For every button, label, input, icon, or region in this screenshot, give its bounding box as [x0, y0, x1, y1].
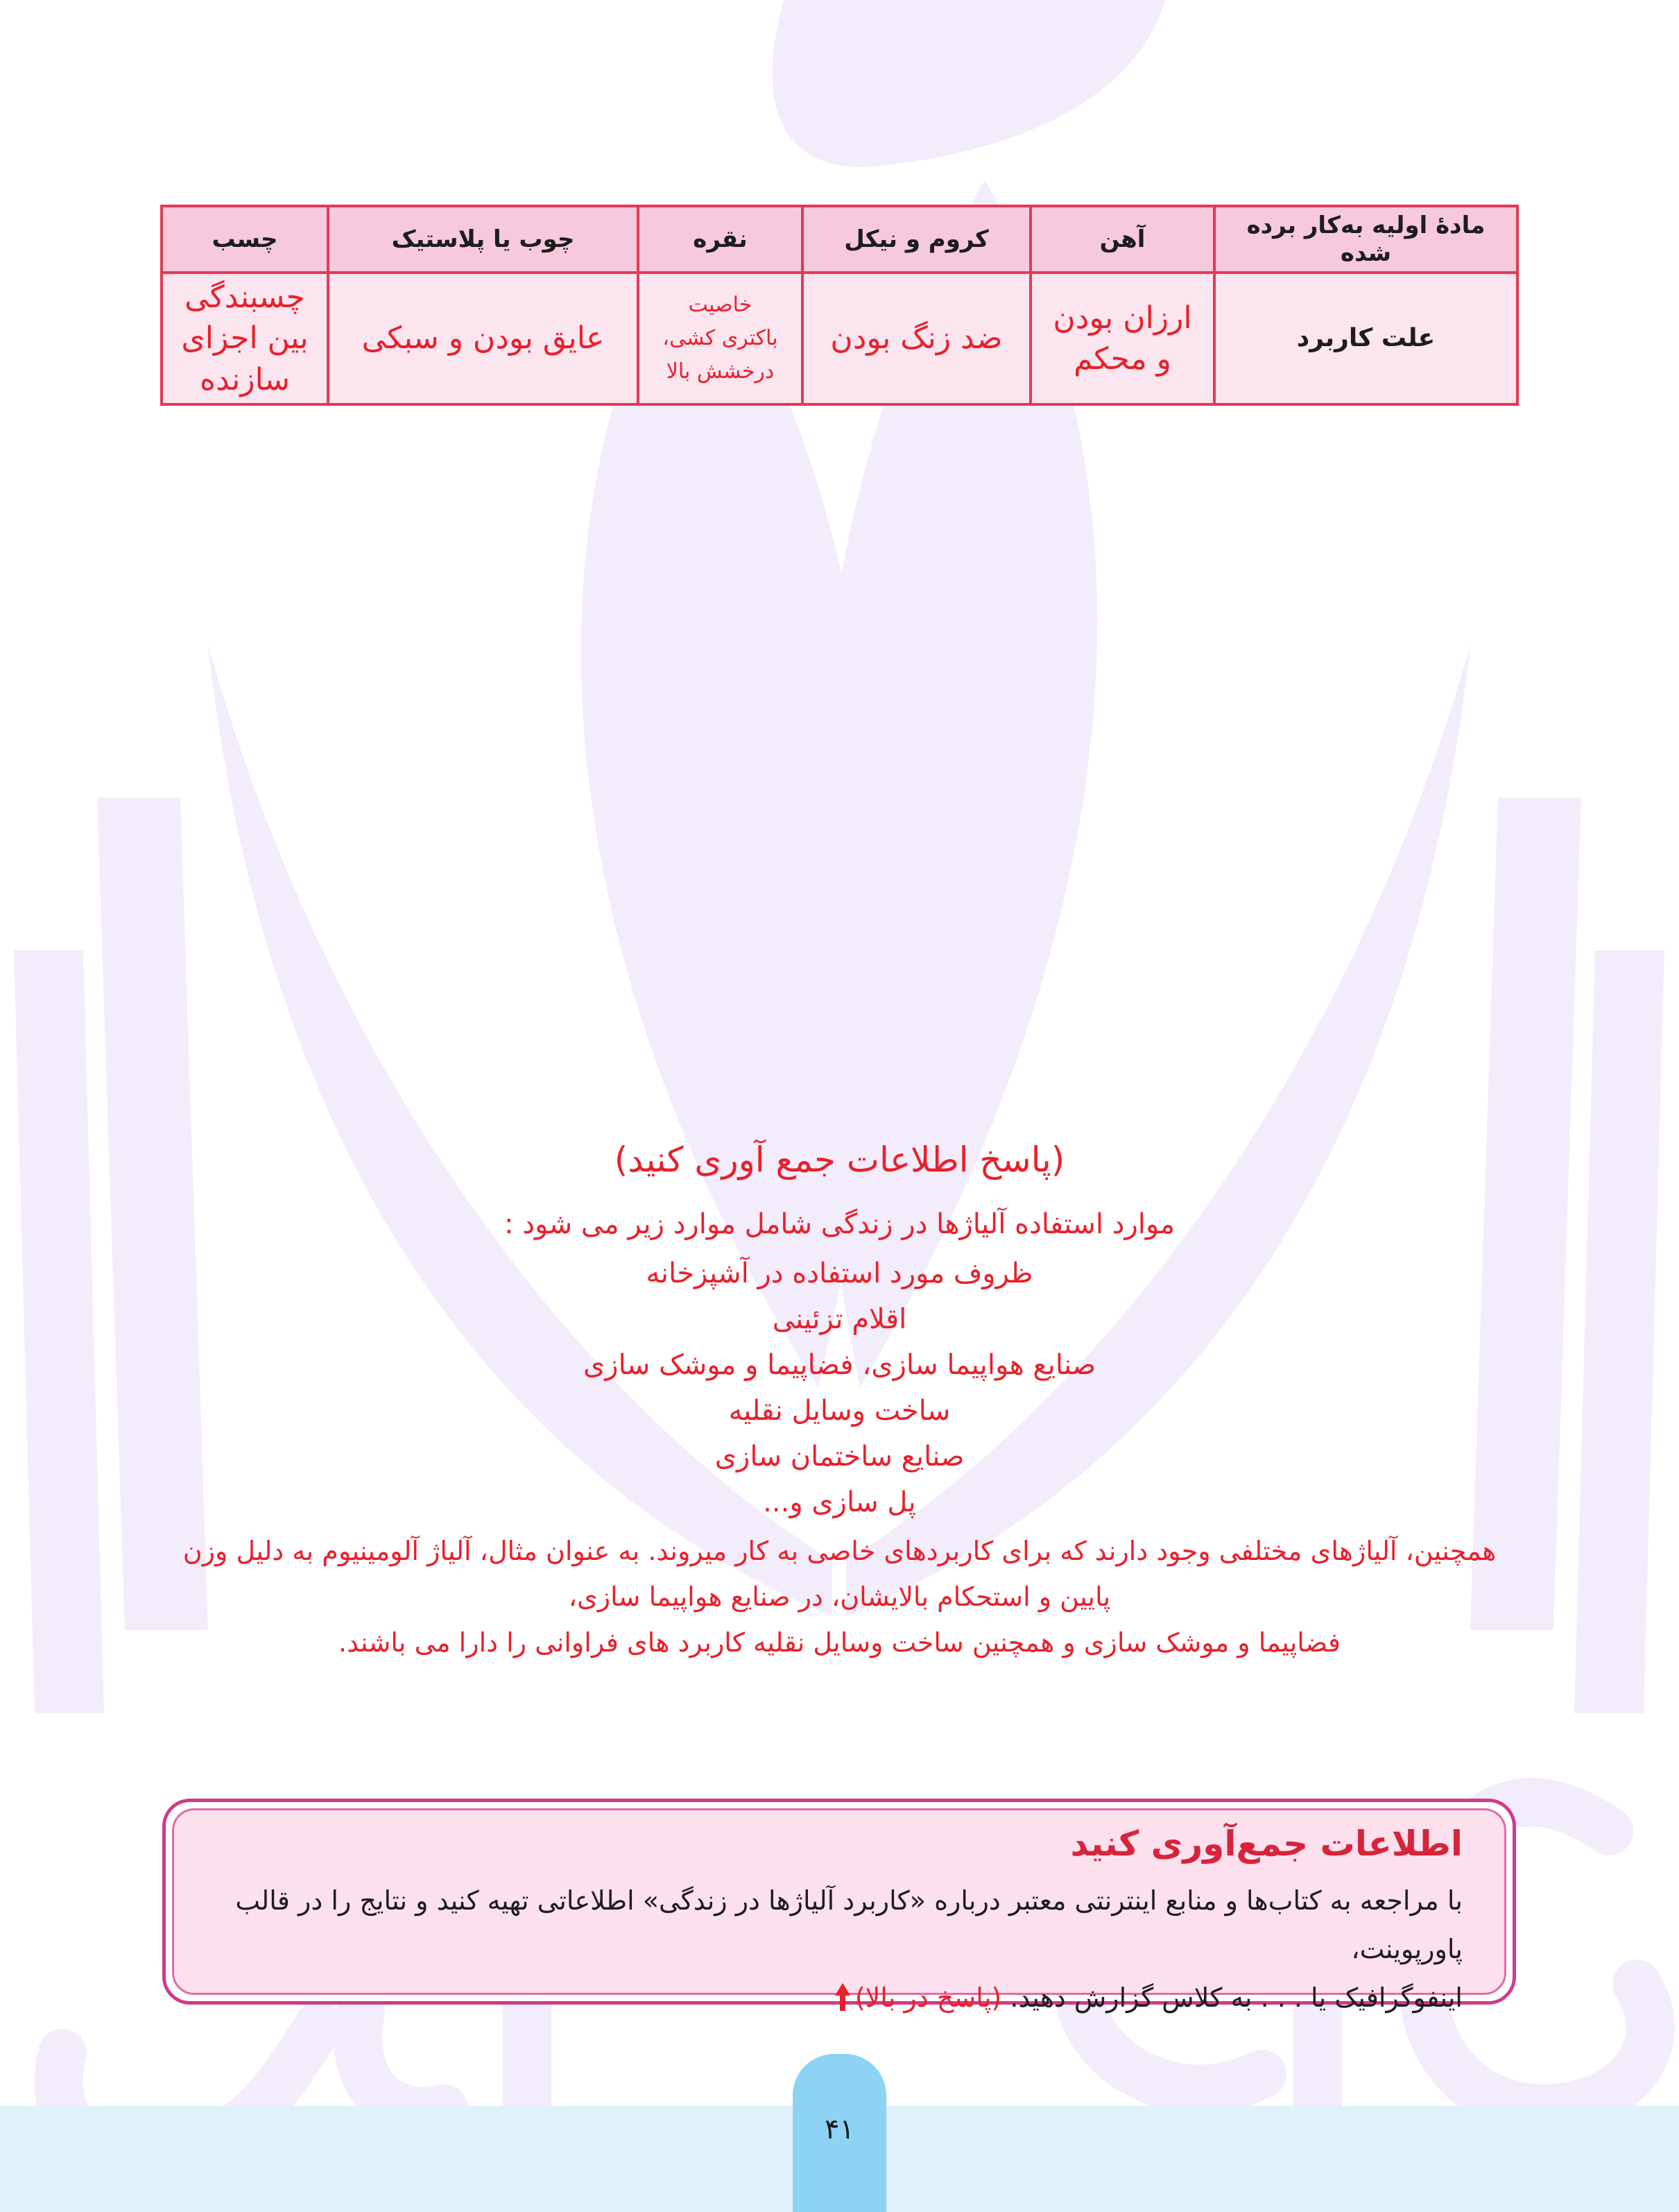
table-header-cell: چوب یا پلاستیک	[328, 206, 638, 273]
arrow-up-icon	[834, 1983, 851, 2011]
list-item: اقلام تزئینی	[772, 1303, 907, 1335]
alloy-usage-table	[160, 205, 1519, 406]
info-box-title: اطلاعات جمع‌آوری کنید	[1070, 1824, 1463, 1864]
table-cell-iron	[1031, 273, 1214, 404]
answer-intro: موارد استفاده آلیاژها در زندگی شامل موارد زیر می شود :	[504, 1208, 1175, 1240]
answer-title: (پاسخ اطلاعات جمع آوری کنید)	[614, 1140, 1065, 1180]
paragraph-line: فضاپیما و موشک سازی و همچنین ساخت وسایل نقلیه کاربرد های فراوانی را دارا می باشند.	[338, 1627, 1341, 1658]
table-cell-glue	[162, 273, 328, 404]
paragraph-line: همچنین، آلیاژهای مختلفی وجود دارند که برای کاربردهای خاصی به کار میروند. به عنوان مثال، آلیاژ آلومینیوم به دلیل وزن	[182, 1536, 1497, 1566]
cell-line: ضد زنگ بودن	[830, 320, 1003, 357]
answer-section	[104, 1138, 1575, 1665]
info-line: اینفوگرافیک یا . . . به کلاس گزارش دهید.	[1010, 1982, 1463, 2013]
table-header-cell: نقره	[638, 206, 802, 273]
usage-list	[104, 1251, 1575, 1525]
table-header-cell: چسب	[162, 206, 328, 273]
table-cell-silver	[638, 273, 802, 404]
info-box-text	[202, 1876, 1463, 2022]
table-row	[162, 273, 1517, 404]
table-cell-wood-plastic	[328, 273, 638, 404]
table-header-row	[162, 206, 1517, 273]
answer-paragraph	[104, 1528, 1575, 1665]
cell-line: ارزان بودن	[1053, 300, 1192, 336]
list-item: ظروف مورد استفاده در آشپزخانه	[646, 1258, 1033, 1289]
page-number-tab	[793, 2054, 886, 2212]
list-item: پل سازی و...	[763, 1486, 916, 1518]
table-header-cell: آهن	[1031, 206, 1214, 273]
list-item: صنایع ساختمان سازی	[714, 1441, 965, 1473]
cell-line: چسبندگی	[184, 279, 305, 315]
page-number: ۴۱	[825, 2114, 854, 2145]
cell-line: و محکم	[1074, 341, 1171, 377]
cell-line: بین اجزای	[181, 320, 309, 357]
cell-line: درخشش بالا	[666, 359, 775, 384]
row-label: علت کاربرد	[1214, 273, 1517, 404]
info-line: با مراجعه به کتاب‌ها و منابع اینترنتی معتبر درباره «کاربرد آلیاژها در زندگی» اطلاعاتی تهیه کنید و نتایج را در قالب پاورپوینت،	[235, 1885, 1463, 1964]
table-cell-chrome-nickel	[802, 273, 1031, 404]
cell-line: عایق بودن و سبکی	[361, 320, 605, 357]
answer-note: (پاسخ در بالا)	[854, 1982, 1002, 2013]
info-box-inner	[172, 1808, 1506, 2013]
cell-line: باکتری کشی،	[662, 326, 778, 350]
cell-line: سازنده	[200, 361, 290, 397]
paragraph-line: پایین و استحکام بالایشان، در صنایع هواپیما سازی،	[568, 1581, 1111, 1612]
list-item: ساخت وسایل نقلیه	[728, 1395, 951, 1427]
info-box	[162, 1799, 1516, 2013]
list-item: صنایع هواپیما سازی، فضاپیما و موشک سازی	[583, 1349, 1096, 1381]
table-header-cell: مادهٔ اولیه به‌کار برده شده	[1214, 206, 1517, 273]
cell-line: خاصیت	[688, 293, 752, 317]
table-header-cell: کروم و نیکل	[802, 206, 1031, 273]
